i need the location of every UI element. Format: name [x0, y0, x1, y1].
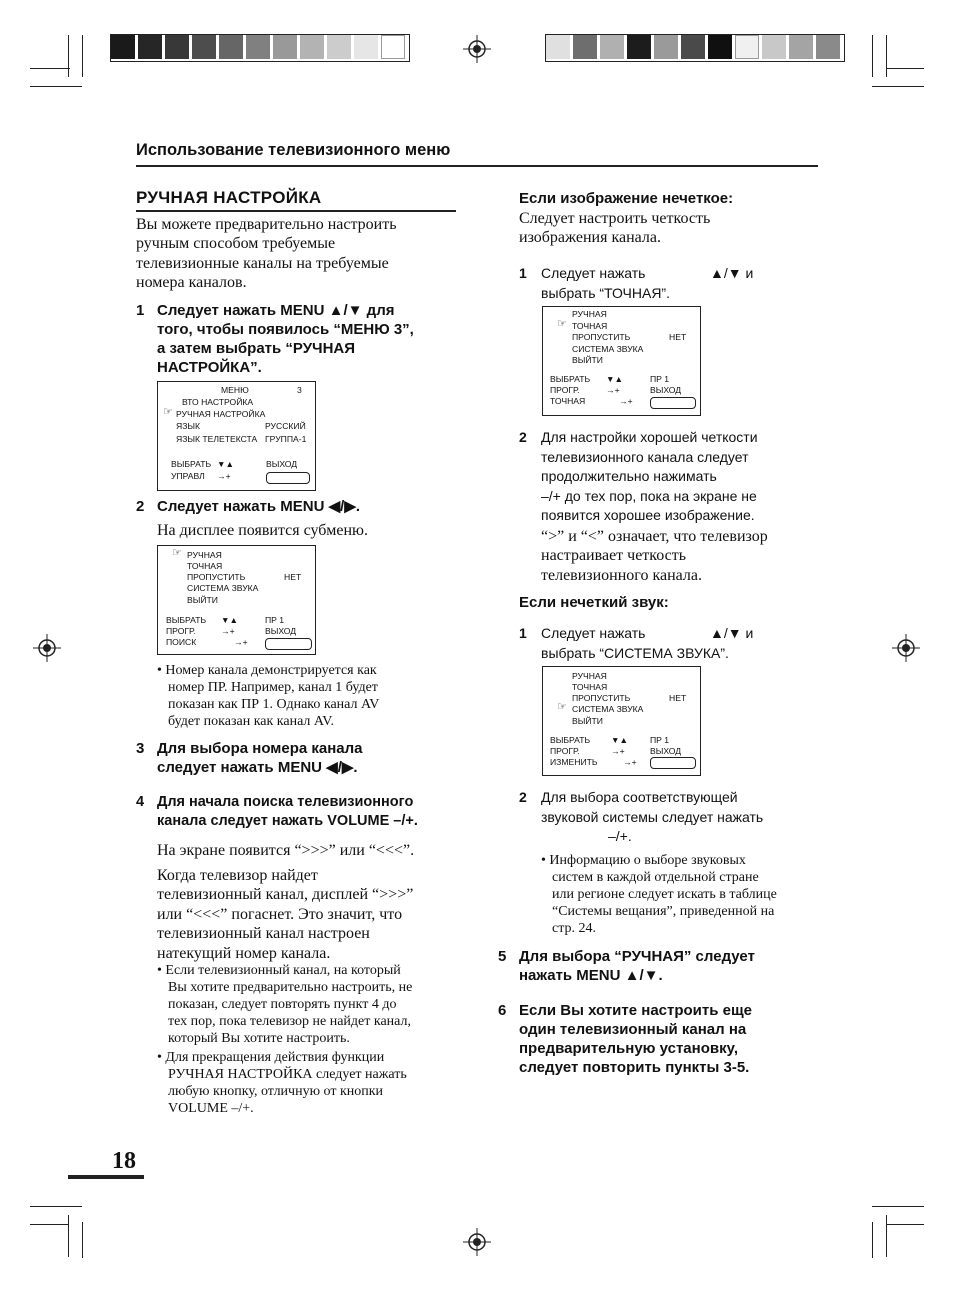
program-label: ПРОГР. [166, 626, 196, 636]
step-number: 2 [136, 498, 145, 515]
fine-label: ТОЧНАЯ [550, 396, 586, 406]
color-swatch [273, 35, 297, 59]
select-label: ВЫБРАТЬ [550, 374, 591, 384]
text-line: Вы хотите предварительно настроить, не [168, 980, 413, 995]
step-number: 1 [519, 625, 527, 641]
menu-row: ЯЗЫК [176, 421, 201, 431]
text-line: –/+ до тех пор, пока на экране не [541, 487, 757, 504]
tv-fine-tune-screen [542, 306, 701, 416]
text-line: Для начала поиска телевизионного [157, 794, 414, 810]
color-swatch [111, 35, 135, 59]
tv-sound-system-screen [542, 666, 701, 776]
menu-row: ТОЧНАЯ [572, 321, 608, 331]
crop-mark [872, 86, 924, 87]
program-number: ПР 1 [650, 735, 670, 745]
text-line: или регионе следует искать в таблице [552, 887, 777, 902]
up-down-keys: ▲/▼ и [710, 265, 754, 281]
search-label: ПОИСК [166, 637, 197, 647]
up-down-arrows-icon: ▼▲ [606, 374, 624, 384]
menu-row: ЯЗЫК ТЕЛЕТЕКСТА [176, 434, 258, 444]
color-swatch [138, 35, 162, 59]
step-2 [136, 497, 466, 516]
menu-row: ВЫЙТИ [572, 716, 603, 726]
crop-mark [30, 1206, 82, 1207]
step-6 [498, 1001, 828, 1077]
exit-button-frame [266, 472, 310, 484]
select-label: ВЫБРАТЬ [166, 615, 207, 625]
program-label: ПРОГР. [550, 746, 580, 756]
cancel-function-note [157, 1049, 462, 1117]
color-swatch [681, 35, 705, 59]
crop-mark [82, 1222, 83, 1258]
section-title: Использование телевизионного меню [136, 141, 451, 159]
up-down-arrows-icon: ▼▲ [221, 615, 239, 625]
blurry-intro [519, 209, 710, 248]
tv-submenu-screen [157, 545, 316, 655]
crop-mark [872, 1222, 873, 1258]
text-line: систем в каждой отдельной стране [552, 870, 759, 885]
text-line: НАСТРОЙКА”. [157, 359, 262, 376]
repeat-step-note [157, 962, 462, 1047]
sound-system-note [541, 852, 831, 937]
text-line: продолжительно нажимать [541, 468, 717, 484]
text-line: Если Вы хотите настроить еще [519, 1002, 752, 1019]
menu-row: ВЫЙТИ [187, 595, 218, 605]
text-line: • Номер канала демонстрируется как [157, 663, 377, 678]
text-line: выбрать “ТОЧНАЯ”. [541, 284, 670, 301]
color-swatch [192, 35, 216, 59]
found-channel-paragraph [157, 866, 467, 963]
crop-mark [886, 68, 924, 69]
menu-row: РУЧНАЯ [187, 550, 222, 560]
sound-step-2 [519, 788, 809, 847]
text-line: следует нажать MENU ◀/▶. [157, 759, 358, 776]
text-line: Вы можете предварительно настроить [136, 216, 397, 233]
text-line: любую кнопку, отличную от кнопки [168, 1084, 384, 1099]
intro-paragraph [136, 215, 456, 293]
unclear-sound-heading: Если нечеткий звук: [519, 594, 669, 611]
menu-row: РУЧНАЯ НАСТРОЙКА [176, 409, 266, 419]
text-line: Следует нажать [541, 265, 646, 281]
text-line: • Для прекращения действия функции [157, 1050, 385, 1065]
crop-mark [30, 86, 82, 87]
page-number: 18 [112, 1148, 136, 1174]
step-number: 5 [498, 948, 507, 965]
step-number: 1 [136, 302, 145, 319]
registration-mark-icon [892, 634, 920, 662]
menu-title: МЕНЮ [221, 385, 249, 395]
text-line: будет показан как канал AV. [168, 714, 335, 729]
crop-mark [68, 1215, 69, 1257]
text-line: телевизионный канал, дисплей “>>>” [157, 886, 414, 904]
minus-plus-icon: →+ [234, 637, 248, 647]
color-swatch [381, 35, 405, 59]
text-line: тех пор, пока телевизор не найдет канал, [168, 1014, 411, 1029]
color-swatch [816, 35, 840, 59]
color-swatch [246, 35, 270, 59]
menu-row: ТОЧНАЯ [187, 561, 223, 571]
up-down-keys: ▲/▼ и [710, 625, 754, 641]
exit-label: ВЫХОД [650, 385, 682, 395]
menu-row: ТОЧНАЯ [572, 682, 608, 692]
minus-plus-keys: –/+. [608, 828, 632, 844]
sound-step-1 [519, 624, 789, 663]
crop-mark [886, 35, 887, 77]
menu-value: НЕТ [669, 693, 687, 703]
menu-row: СИСТЕМА ЗВУКА [572, 704, 644, 714]
minus-plus-icon: →+ [606, 385, 620, 395]
crop-mark [82, 35, 83, 77]
color-swatch [654, 35, 678, 59]
text-line: номера каналов. [136, 274, 247, 292]
text-line: натекущий номер канала. [157, 944, 331, 962]
color-swatch [219, 35, 243, 59]
program-number: ПР 1 [265, 615, 285, 625]
exit-label: ВЫХОД [266, 459, 298, 469]
select-label: ВЫБРАТЬ [171, 459, 212, 469]
menu-row: ПРОПУСТИТЬ [187, 572, 246, 582]
program-label: ПРОГР. [550, 385, 580, 395]
text-line: РУЧНАЯ НАСТРОЙКА следует нажать [168, 1067, 407, 1082]
text-line: Следует нажать MENU ◀/▶. [157, 498, 361, 515]
text-line: канала следует нажать VOLUME –/+. [157, 813, 418, 829]
text-line: Когда телевизор найдет [157, 867, 318, 884]
text-line: телевизионный канал настроен [157, 925, 370, 943]
step-3 [136, 739, 466, 777]
crop-mark [872, 35, 873, 77]
text-line: Следует настроить четкость [519, 210, 711, 227]
menu-row: РУЧНАЯ [572, 309, 607, 319]
color-swatch [627, 35, 651, 59]
color-swatch [789, 35, 813, 59]
tv-menu-screen [157, 381, 316, 491]
channel-number-note [157, 662, 457, 730]
color-swatch [354, 35, 378, 59]
screen-arrows-note: На экране появится “>>>” или “<<<”. [157, 842, 415, 859]
text-line: • Если телевизионный канал, на который [157, 963, 401, 978]
text-line: стр. 24. [552, 921, 597, 936]
hand-pointer-icon: ☞ [163, 406, 173, 418]
menu-row: СИСТЕМА ЗВУКА [572, 344, 644, 354]
step-number: 3 [136, 740, 145, 757]
text-line: • Информацию о выборе звуковых [541, 853, 746, 868]
text-line: который Вы хотите настроить. [168, 1031, 350, 1046]
menu-value: ГРУППА-1 [265, 434, 307, 444]
registration-mark-icon [33, 634, 61, 662]
menu-value: НЕТ [669, 332, 687, 342]
text-line: “>” и “<” означает, что телевизор [541, 528, 768, 545]
color-swatch [300, 35, 324, 59]
crop-mark [30, 68, 70, 69]
registration-mark-icon [463, 1228, 491, 1256]
section-rule [136, 165, 818, 167]
exit-label: ВЫХОД [265, 626, 297, 636]
text-line: Для выбора номера канала [157, 740, 363, 757]
crop-mark [886, 1224, 924, 1225]
color-swatch [327, 35, 351, 59]
hand-pointer-icon: ☞ [172, 547, 182, 559]
manual-tuning-heading: РУЧНАЯ НАСТРОЙКА [136, 188, 322, 207]
menu-row: РУЧНАЯ [572, 671, 607, 681]
text-line: настраивает четкость [541, 547, 687, 565]
crop-mark [886, 1215, 887, 1257]
hand-pointer-icon: ☞ [557, 701, 567, 713]
menu-row: ПРОПУСТИТЬ [572, 332, 631, 342]
text-line: выбрать “СИСТЕМА ЗВУКА”. [541, 644, 729, 661]
registration-mark-icon [463, 35, 491, 63]
text-line: звуковой системы следует нажать [541, 808, 764, 825]
menu-row: ПРОПУСТИТЬ [572, 693, 631, 703]
step-5 [498, 947, 828, 985]
text-line: Следует нажать [541, 625, 646, 641]
crop-mark [68, 35, 69, 77]
menu-value: РУССКИЙ [265, 421, 306, 431]
menu-row: СИСТЕМА ЗВУКА [187, 583, 259, 593]
text-line: “Системы вещания”, приведенной на [552, 904, 775, 919]
text-line: показан, следует повторять пункт 4 до [168, 997, 397, 1012]
text-line: телевизионного канала следует [541, 448, 749, 465]
text-line: или “<<<” погаснет. Это значит, что [157, 905, 403, 923]
step-number: 2 [519, 429, 527, 445]
text-line: Для выбора соответствующей [541, 789, 738, 805]
step-number: 6 [498, 1002, 507, 1019]
step-4 [136, 793, 476, 831]
fine-step-1 [519, 264, 779, 303]
color-swatch [600, 35, 624, 59]
color-swatch [735, 35, 759, 59]
minus-plus-icon: →+ [611, 746, 625, 756]
exit-button-frame [265, 638, 312, 650]
color-swatch [165, 35, 189, 59]
hand-pointer-icon: ☞ [557, 318, 567, 330]
text-line: изображения канала. [519, 229, 661, 247]
text-line: телевизионные каналы на требуемые [136, 254, 389, 272]
menu-value: НЕТ [284, 572, 302, 582]
menu-row: ВТО НАСТРОЙКА [182, 397, 254, 407]
color-swatch [546, 35, 570, 59]
text-line: номер ПР. Например, канал 1 будет [168, 680, 378, 695]
text-line: а затем выбрать “РУЧНАЯ [157, 340, 356, 357]
step-number: 1 [519, 265, 527, 281]
text-line: предварительную установку, [519, 1040, 738, 1057]
text-line: Для выбора “РУЧНАЯ” следует [519, 948, 755, 965]
text-line: ручным способом требуемые [136, 235, 336, 253]
step-1 [136, 301, 466, 377]
exit-button-frame [650, 397, 696, 409]
text-line: нажать MENU ▲/▼. [519, 967, 663, 984]
fine-step-2 [519, 428, 819, 526]
tuning-arrows-note [541, 527, 821, 585]
color-swatch [762, 35, 786, 59]
crop-mark [872, 1206, 924, 1207]
color-swatch [708, 35, 732, 59]
text-line: Для настройки хорошей четкости [541, 429, 758, 445]
control-label: УПРАВЛ [171, 471, 205, 481]
page-number-rule [68, 1175, 144, 1179]
crop-mark [30, 1224, 68, 1225]
text-line: появится хорошее изображение. [541, 507, 755, 523]
minus-plus-icon: →+ [623, 757, 637, 767]
text-line: VOLUME –/+. [168, 1101, 254, 1116]
minus-plus-icon: →+ [619, 396, 633, 406]
exit-label: ВЫХОД [650, 746, 682, 756]
text-line: показан как ПР 1. Однако канал AV [168, 697, 380, 712]
step-number: 2 [519, 789, 527, 805]
heading-rule [136, 210, 456, 212]
step-number: 4 [136, 794, 145, 810]
change-label: ИЗМЕНИТЬ [550, 757, 598, 767]
menu-row: ВЫЙТИ [572, 355, 603, 365]
up-down-arrows-icon: ▼▲ [217, 459, 235, 469]
text-line: Следует нажать MENU ▲/▼ для [157, 302, 395, 319]
select-label: ВЫБРАТЬ [550, 735, 591, 745]
minus-plus-icon: →+ [217, 471, 231, 481]
menu-page-number: 3 [297, 385, 302, 395]
exit-button-frame [650, 757, 696, 769]
text-line: того, чтобы появилось “МЕНЮ 3”, [157, 321, 414, 338]
text-line: телевизионного канала. [541, 566, 702, 584]
text-line: следует повторить пункты 3-5. [519, 1059, 750, 1076]
text-line: один телевизионный канал на [519, 1021, 747, 1038]
program-number: ПР 1 [650, 374, 670, 384]
submenu-note: На дисплее появится субменю. [157, 522, 368, 539]
color-swatch [573, 35, 597, 59]
up-down-arrows-icon: ▼▲ [611, 735, 629, 745]
blurry-image-heading: Если изображение нечеткое: [519, 190, 734, 207]
minus-plus-icon: →+ [221, 626, 235, 636]
